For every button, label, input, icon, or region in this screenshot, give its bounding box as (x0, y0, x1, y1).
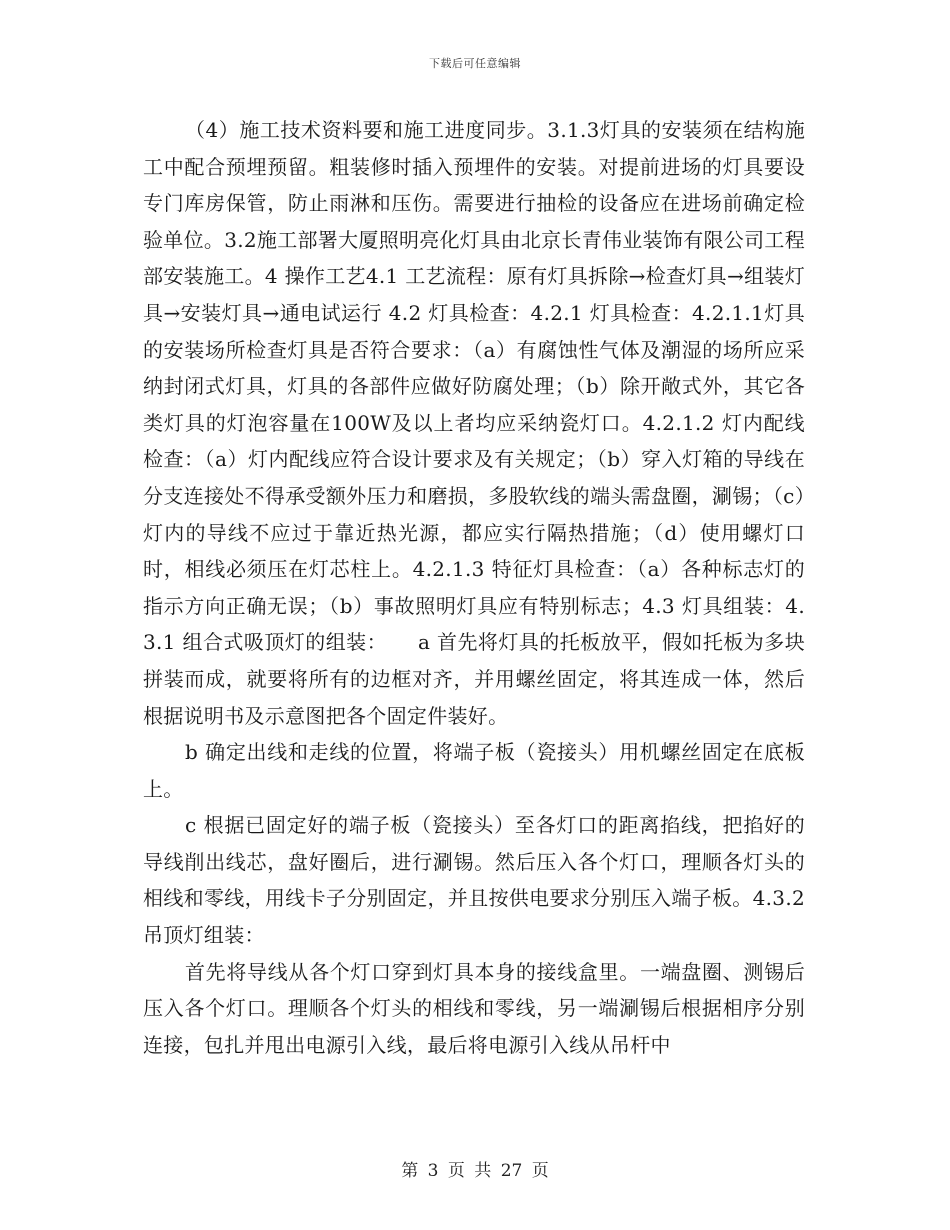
page-header: 下载后可任意编辑 (429, 57, 521, 70)
paragraph-construction-process: （4）施工技术资料要和施工进度同步。3.1.3灯具的安装须在结构施工中配合预埋预留。粗装修时插入预埋件的安装。对提前进场的灯具要设专门库房保管，防止雨淋和压伤。需要进行抽检的设备应在进场前确定检验单位。3.2施工部署大厦照明亮化灯具由北京长青伟业装饰有限公司工程部安装施工。4 操作工艺4.1 工艺流程：原有灯具拆除→检查灯具→组装灯具→安装灯具→通电试运行 4.2 灯具检查：4.2.1 灯具检查：4.2.1.1灯具的安装场所检查灯具是否符合要求：（a）有腐蚀性气体及潮湿的场所应采纳封闭式灯具，灯具的各部件应做好防腐处理；（b）除开敞式外，其它各类灯具的灯泡容量在100W及以上者均应采纳瓷灯口。4.2.1.2 灯内配线检查：（a）灯内配线应符合设计要求及有关规定；（b）穿入灯箱的导线在分支连接处不得承受额外压力和磨损，多股软线的端头需盘圈，涮锡；（c）灯内的导线不应过于靠近热光源，都应实行隔热措施；（d）使用螺灯口时，相线必须压在灯芯柱上。4.2.1.3 特征灯具检查：（a）各种标志灯的指示方向正确无误；（b）事故照明灯具应有特别标志；4.3 灯具组装：4.3.1 组合式吸顶灯的组装： a 首先将灯具的托板放平，假如托板为多块拼装而成，就要将所有的边框对齐，并用螺丝固定，将其连成一体，然后根据说明书及示意图把各个固定件装好。 (143, 118, 806, 728)
document-body (143, 112, 805, 1063)
paragraph-step-c: c 根据已固定好的端子板（瓷接头）至各灯口的距离掐线，把掐好的导线削出线芯，盘好圈后，进行涮锡。然后压入各个灯口，理顺各灯头的相线和零线，用线卡子分别固定，并且按供电要求分别压入端子板。4.3.2 吊顶灯组装： (143, 813, 805, 948)
paragraph-step-b: b 确定出线和走线的位置，将端子板（瓷接头）用机螺丝固定在底板上。 (143, 740, 805, 801)
page-footer-page-number: 第 3 页 共 27 页 (401, 1161, 549, 1181)
paragraph-ceiling-lamp-assembly: 首先将导线从各个灯口穿到灯具本身的接线盒里。一端盘圈、测锡后压入各个灯口。理顺各个灯头的相线和零线，另一端涮锡后根据相序分别连接，包扎并甩出电源引入线，最后将电源引入线从吊杆中 (143, 959, 805, 1057)
